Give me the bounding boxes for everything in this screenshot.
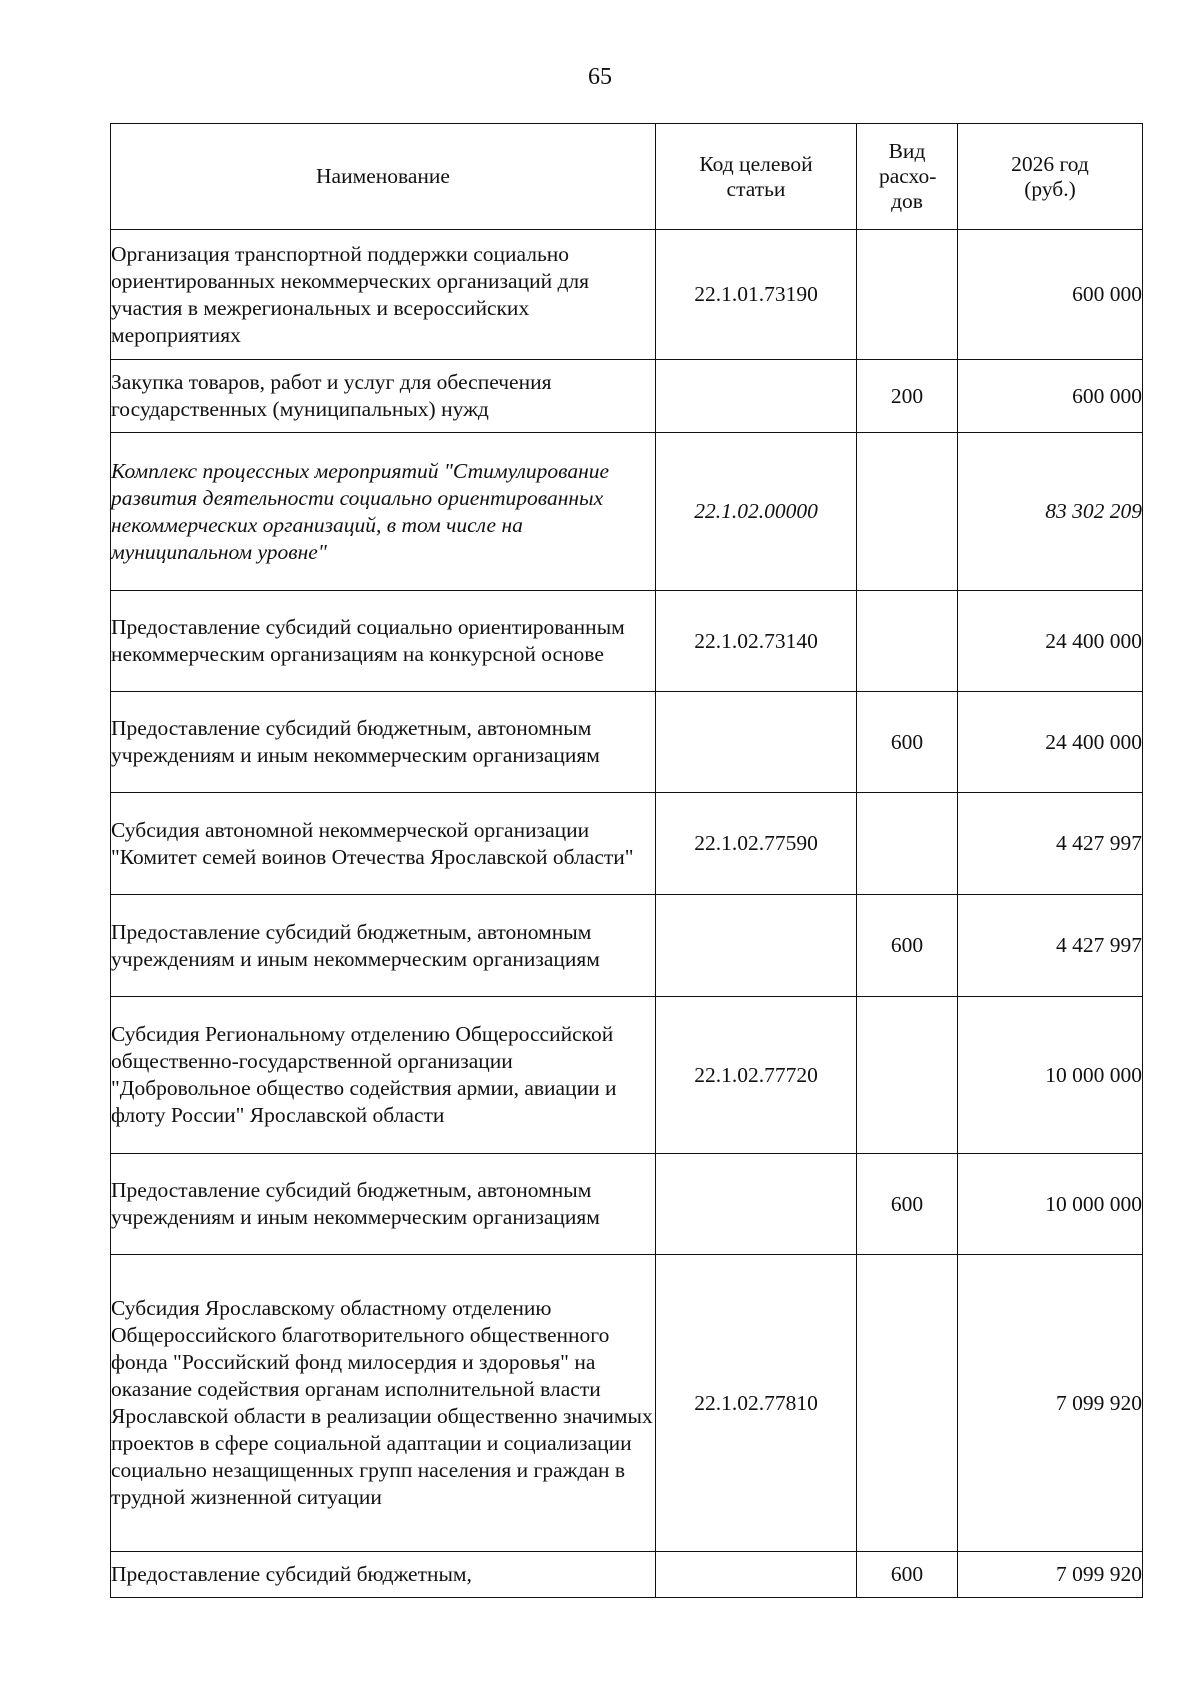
table-header-row [111, 124, 1143, 230]
row-name: Комплекс процессных мероприятий "Стимулирование развития деятельности социально ориентированных некоммерческих организаций, в том числе на муниципальном уровне" [111, 433, 656, 591]
row-name: Предоставление субсидий бюджетным, автономным учреждениям и иным некоммерческим организациям [111, 895, 656, 997]
table-row [111, 1552, 1143, 1598]
row-amount: 10 000 000 [958, 1154, 1143, 1255]
row-code: 22.1.02.77720 [656, 997, 857, 1154]
row-name: Субсидия Региональному отделению Общероссийской общественно-государственной организации "Добровольное общество содействия армии, авиации и флоту России" Ярославской области [111, 997, 656, 1154]
table-row [111, 230, 1143, 360]
row-kind: 600 [857, 692, 958, 793]
row-code [656, 1154, 857, 1255]
row-code [656, 1552, 857, 1598]
row-name: Субсидия автономной некоммерческой организации "Комитет семей воинов Отечества Ярославской области" [111, 793, 656, 895]
row-name: Предоставление субсидий бюджетным, [111, 1552, 656, 1598]
table-row [111, 793, 1143, 895]
row-name: Предоставление субсидий социально ориентированным некоммерческим организациям на конкурсной основе [111, 591, 656, 692]
row-amount: 7 099 920 [958, 1552, 1143, 1598]
row-amount: 4 427 997 [958, 895, 1143, 997]
row-amount: 4 427 997 [958, 793, 1143, 895]
row-kind [857, 433, 958, 591]
row-name: Предоставление субсидий бюджетным, автономным учреждениям и иным некоммерческим организациям [111, 692, 656, 793]
row-amount: 600 000 [958, 230, 1143, 360]
table-row [111, 997, 1143, 1154]
row-code: 22.1.02.00000 [656, 433, 857, 591]
page-number: 65 [588, 64, 612, 90]
row-code: 22.1.02.77590 [656, 793, 857, 895]
row-code: 22.1.01.73190 [656, 230, 857, 360]
header-kind: Вид расхо-дов [857, 124, 958, 230]
row-kind [857, 1255, 958, 1552]
row-name: Субсидия Ярославскому областному отделению Общероссийского благотворительного общественного фонда "Российский фонд милосердия и здоровья" на оказание содействия органам исполнительной власти Ярославской области в реализации общественно значимых проектов в сфере социальной адаптации и социализации социально незащищенных групп населения и граждан в трудной жизненной ситуации [111, 1255, 656, 1552]
table-row [111, 895, 1143, 997]
row-kind [857, 230, 958, 360]
row-kind [857, 591, 958, 692]
row-kind: 600 [857, 1154, 958, 1255]
header-name: Наименование [111, 124, 656, 230]
row-amount: 600 000 [958, 360, 1143, 433]
row-code [656, 692, 857, 793]
row-code: 22.1.02.73140 [656, 591, 857, 692]
row-amount: 83 302 209 [958, 433, 1143, 591]
row-kind: 600 [857, 1552, 958, 1598]
budget-table [110, 123, 1143, 1598]
row-amount: 24 400 000 [958, 692, 1143, 793]
row-amount: 10 000 000 [958, 997, 1143, 1154]
row-name: Организация транспортной поддержки социально ориентированных некоммерческих организаций для участия в межрегиональных и всероссийских мероприятиях [111, 230, 656, 360]
table-row [111, 433, 1143, 591]
table-row [111, 692, 1143, 793]
table-row [111, 360, 1143, 433]
header-amount: 2026 год (руб.) [958, 124, 1143, 230]
row-name: Предоставление субсидий бюджетным, автономным учреждениям и иным некоммерческим организациям [111, 1154, 656, 1255]
row-amount: 24 400 000 [958, 591, 1143, 692]
table-row [111, 591, 1143, 692]
row-amount: 7 099 920 [958, 1255, 1143, 1552]
row-kind [857, 997, 958, 1154]
row-kind [857, 793, 958, 895]
header-code: Код целевой статьи [656, 124, 857, 230]
table-row [111, 1255, 1143, 1552]
row-code [656, 895, 857, 997]
row-code: 22.1.02.77810 [656, 1255, 857, 1552]
row-code [656, 360, 857, 433]
table-row [111, 1154, 1143, 1255]
row-name: Закупка товаров, работ и услуг для обеспечения государственных (муниципальных) нужд [111, 360, 656, 433]
row-kind: 600 [857, 895, 958, 997]
row-kind: 200 [857, 360, 958, 433]
